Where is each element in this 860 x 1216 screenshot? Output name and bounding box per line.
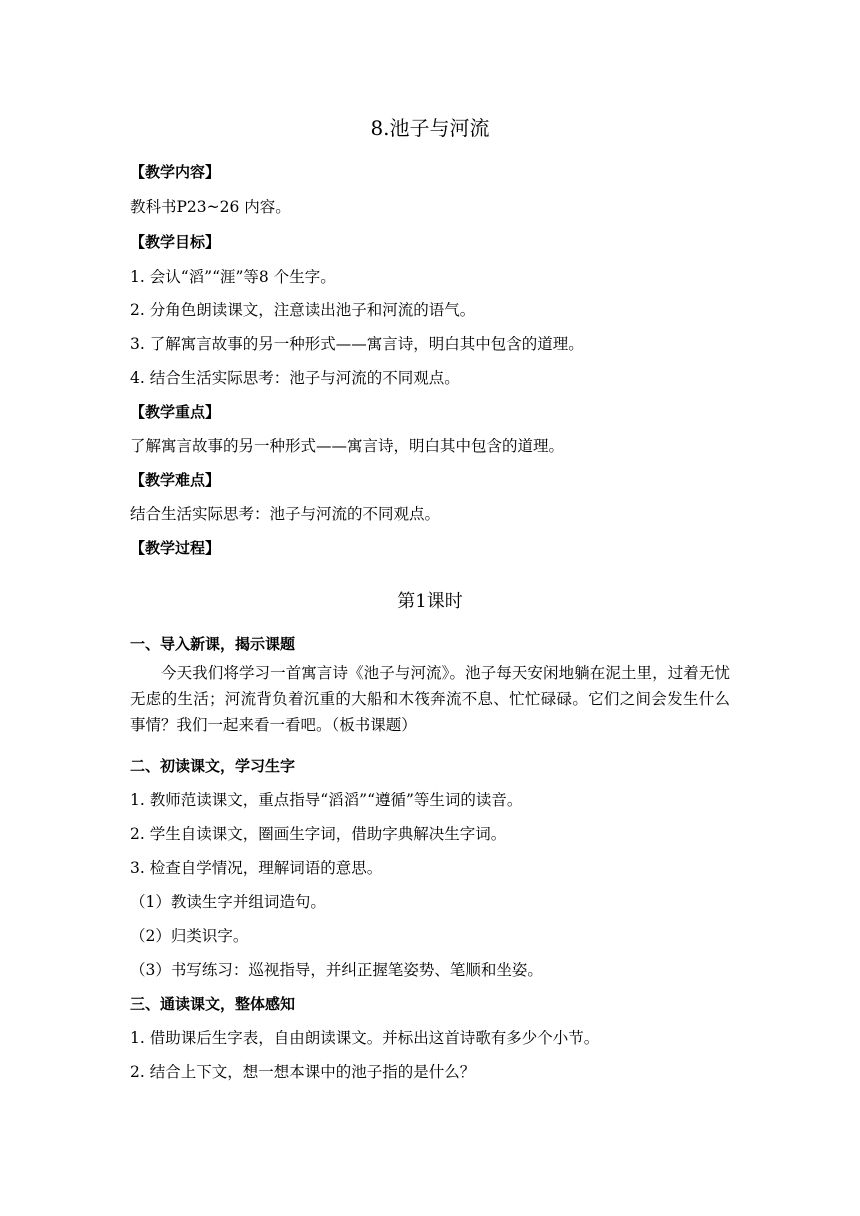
- section2-item: 1. 教师范读课文，重点指导“滔滔”“遵循”等生词的读音。: [130, 791, 523, 809]
- process-heading: 【教学过程】: [130, 539, 221, 557]
- goals-heading: 【教学目标】: [130, 233, 221, 251]
- content-text: 教科书P23~26 内容。: [130, 198, 291, 216]
- key-heading: 【教学重点】: [130, 403, 221, 421]
- goal-item: 4. 结合生活实际思考：池子与河流的不同观点。: [130, 369, 460, 387]
- section3-item: 2. 结合上下文，想一想本课中的池子指的是什么？: [130, 1063, 476, 1081]
- section1-paragraph: 今天我们将学习一首寓言诗《池子与河流》。池子每天安闲地躺在泥土里，过着无忧无虑的生活；河流背负着沉重的大船和木筏奔流不息、忙忙碌碌。它们之间会发生什么事情？我们一起来看一看吧。（板书课题）: [130, 664, 730, 734]
- document-title: 8.池子与河流: [370, 116, 490, 140]
- section2-subitem: （3）书写练习：巡视指导，并纠正握笔姿势、笔顺和坐姿。: [130, 961, 543, 979]
- lesson-title: 第1课时: [397, 591, 463, 612]
- section3-heading: 三、通读课文，整体感知: [130, 995, 296, 1013]
- section1-heading: 一、导入新课，揭示课题: [130, 635, 296, 653]
- goal-item: 1. 会认“滔”“涯”等8 个生字。: [130, 268, 336, 286]
- goal-item: 3. 了解寓言故事的另一种形式——寓言诗，明白其中包含的道理。: [130, 335, 584, 353]
- section2-item: 2. 学生自读课文，圈画生字词，借助字典解决生字词。: [130, 825, 507, 843]
- key-text: 了解寓言故事的另一种形式——寓言诗，明白其中包含的道理。: [130, 437, 565, 455]
- section2-subitem: （2）归类识字。: [130, 927, 249, 945]
- section3-item: 1. 借助课后生字表，自由朗读课文。并标出这首诗歌有多少个小节。: [130, 1029, 600, 1047]
- section2-item: 3. 检查自学情况，理解词语的意思。: [130, 859, 383, 877]
- content-heading: 【教学内容】: [130, 163, 221, 181]
- section2-subitem: （1）教读生字并组词造句。: [130, 893, 326, 911]
- difficulty-text: 结合生活实际思考：池子与河流的不同观点。: [130, 505, 441, 523]
- goal-item: 2. 分角色朗读课文，注意读出池子和河流的语气。: [130, 301, 476, 319]
- difficulty-heading: 【教学难点】: [130, 471, 221, 489]
- section2-heading: 二、初读课文，学习生字: [130, 757, 296, 775]
